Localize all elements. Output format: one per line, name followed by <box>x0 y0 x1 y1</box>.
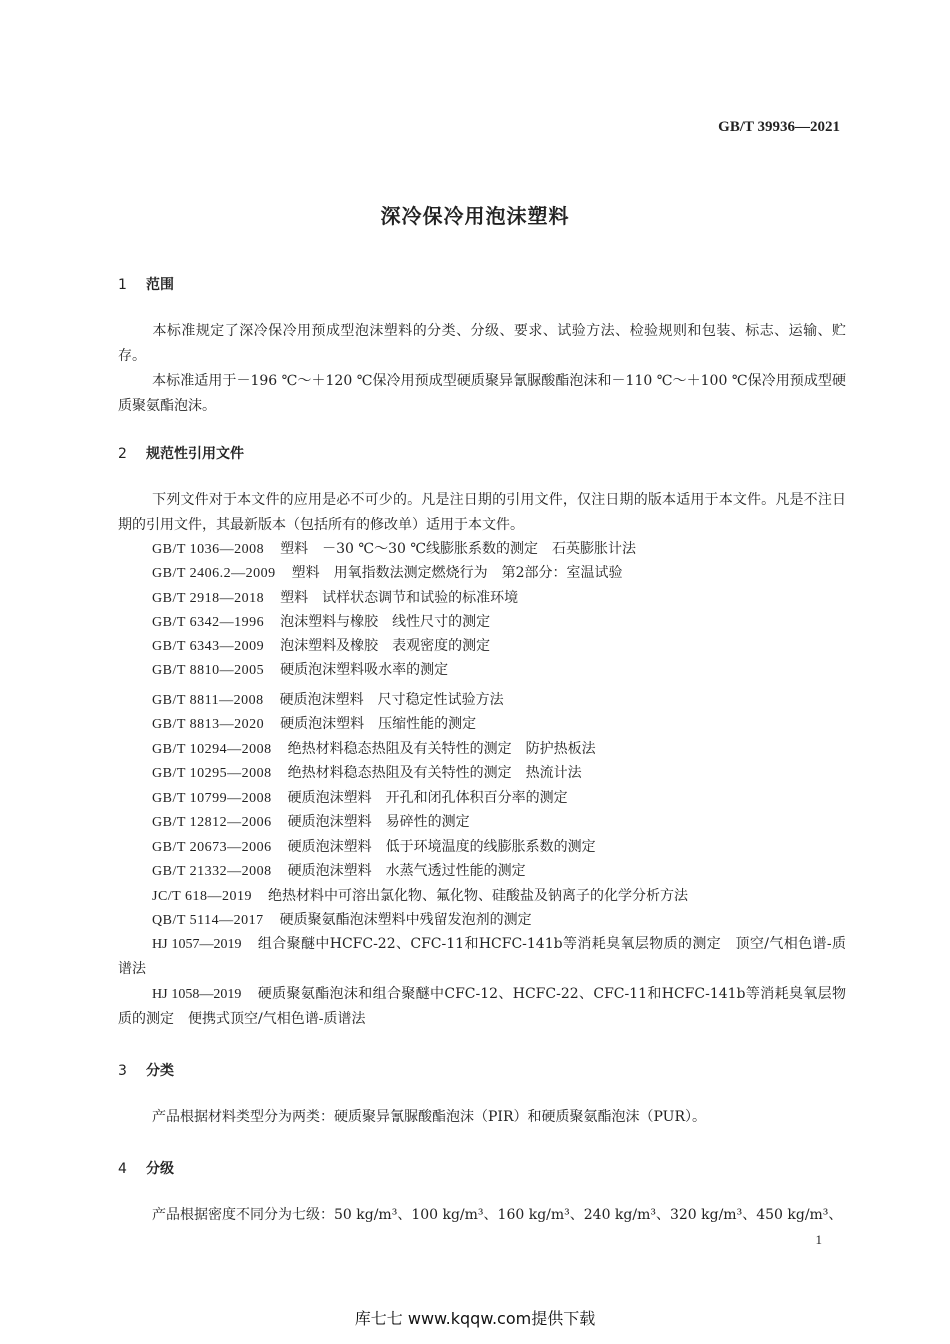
section-number: 2 <box>118 446 127 462</box>
reference-item: GB/T 6343—2009 泡沫塑料及橡胶 表观密度的测定 <box>152 638 491 654</box>
page-number: 1 <box>815 1232 822 1247</box>
section-heading-grading <box>118 1158 174 1178</box>
section-title: 范围 <box>146 277 174 293</box>
reference-item: GB/T 6342—1996 泡沫塑料与橡胶 线性尺寸的测定 <box>152 614 491 630</box>
reference-item-long: HJ 1058—2019 硬质聚氨酯泡沫和组合聚醚中CFC-12、HCFC-22、CFC-11和HCFC-141b等消耗臭氧层物质的测定 便携式顶空/气相色谱-质谱法 <box>118 986 846 1027</box>
reference-item: QB/T 5114—2017 硬质聚氨酯泡沫塑料中残留发泡剂的测定 <box>152 912 532 928</box>
section-heading-classification <box>118 1060 174 1080</box>
reference-item: GB/T 8810—2005 硬质泡沫塑料吸水率的测定 <box>152 662 449 678</box>
paragraph: 产品根据密度不同分为七级：50 kg/m³、100 kg/m³、160 kg/m³、240 kg/m³、320 kg/m³、450 kg/m³、 <box>152 1207 843 1223</box>
section-title: 分级 <box>146 1161 174 1177</box>
reference-item: GB/T 2406.2—2009 塑料 用氧指数法测定燃烧行为 第2部分：室温试验 <box>152 565 623 581</box>
reference-item: GB/T 10294—2008 绝热材料稳态热阻及有关特性的测定 防护热板法 <box>152 741 596 757</box>
paragraph: 下列文件对于本文件的应用是必不可少的。凡是注日期的引用文件，仅注日期的版本适用于本文件。凡是不注日期的引用文件，其最新版本（包括所有的修改单）适用于本文件。 <box>118 492 846 533</box>
paragraph: 本标准规定了深冷保冷用预成型泡沫塑料的分类、分级、要求、试验方法、检验规则和包装、标志、运输、贮存。 <box>118 323 846 364</box>
reference-item: GB/T 10799—2008 硬质泡沫塑料 开孔和闭孔体积百分率的测定 <box>152 790 568 806</box>
reference-item: GB/T 8811—2008 硬质泡沫塑料 尺寸稳定性试验方法 <box>152 692 504 708</box>
standard-code: GB/T 39936—2021 <box>718 119 840 135</box>
reference-item: GB/T 2918—2018 塑料 试样状态调节和试验的标准环境 <box>152 590 519 606</box>
paragraph: 本标准适用于－196 ℃～＋120 ℃保冷用预成型硬质聚异氰脲酸酯泡沫和－110 ℃～＋100 ℃保冷用预成型硬质聚氨酯泡沫。 <box>118 373 846 414</box>
reference-item: JC/T 618—2019 绝热材料中可溶出氯化物、氟化物、硅酸盐及钠离子的化学分析方法 <box>152 888 688 904</box>
reference-item: GB/T 20673—2006 硬质泡沫塑料 低于环境温度的线膨胀系数的测定 <box>152 839 596 855</box>
section-title: 规范性引用文件 <box>146 446 244 462</box>
section-number: 4 <box>118 1161 127 1177</box>
section-number: 1 <box>118 277 127 293</box>
reference-item: GB/T 10295—2008 绝热材料稳态热阻及有关特性的测定 热流计法 <box>152 765 582 781</box>
paragraph: 产品根据材料类型分为两类：硬质聚异氰脲酸酯泡沫（PIR）和硬质聚氨酯泡沫（PUR）。 <box>152 1109 707 1125</box>
section-heading-scope <box>118 274 174 294</box>
reference-item: GB/T 12812—2006 硬质泡沫塑料 易碎性的测定 <box>152 814 470 830</box>
section-number: 3 <box>118 1063 127 1079</box>
download-footer: 库七七 www.kqqw.com提供下载 <box>354 1309 596 1328</box>
section-heading-references <box>118 443 244 463</box>
reference-item: GB/T 21332—2008 硬质泡沫塑料 水蒸气透过性能的测定 <box>152 863 526 879</box>
reference-item: GB/T 1036—2008 塑料 －30 ℃～30 ℃线膨胀系数的测定 石英膨胀计法 <box>152 541 636 557</box>
section-title: 分类 <box>146 1063 174 1079</box>
document-title: 深冷保冷用泡沫塑料 <box>380 204 570 228</box>
reference-item: GB/T 8813—2020 硬质泡沫塑料 压缩性能的测定 <box>152 716 477 732</box>
reference-item-long: HJ 1057—2019 组合聚醚中HCFC-22、CFC-11和HCFC-141b等消耗臭氧层物质的测定 顶空/气相色谱-质谱法 <box>118 936 847 977</box>
